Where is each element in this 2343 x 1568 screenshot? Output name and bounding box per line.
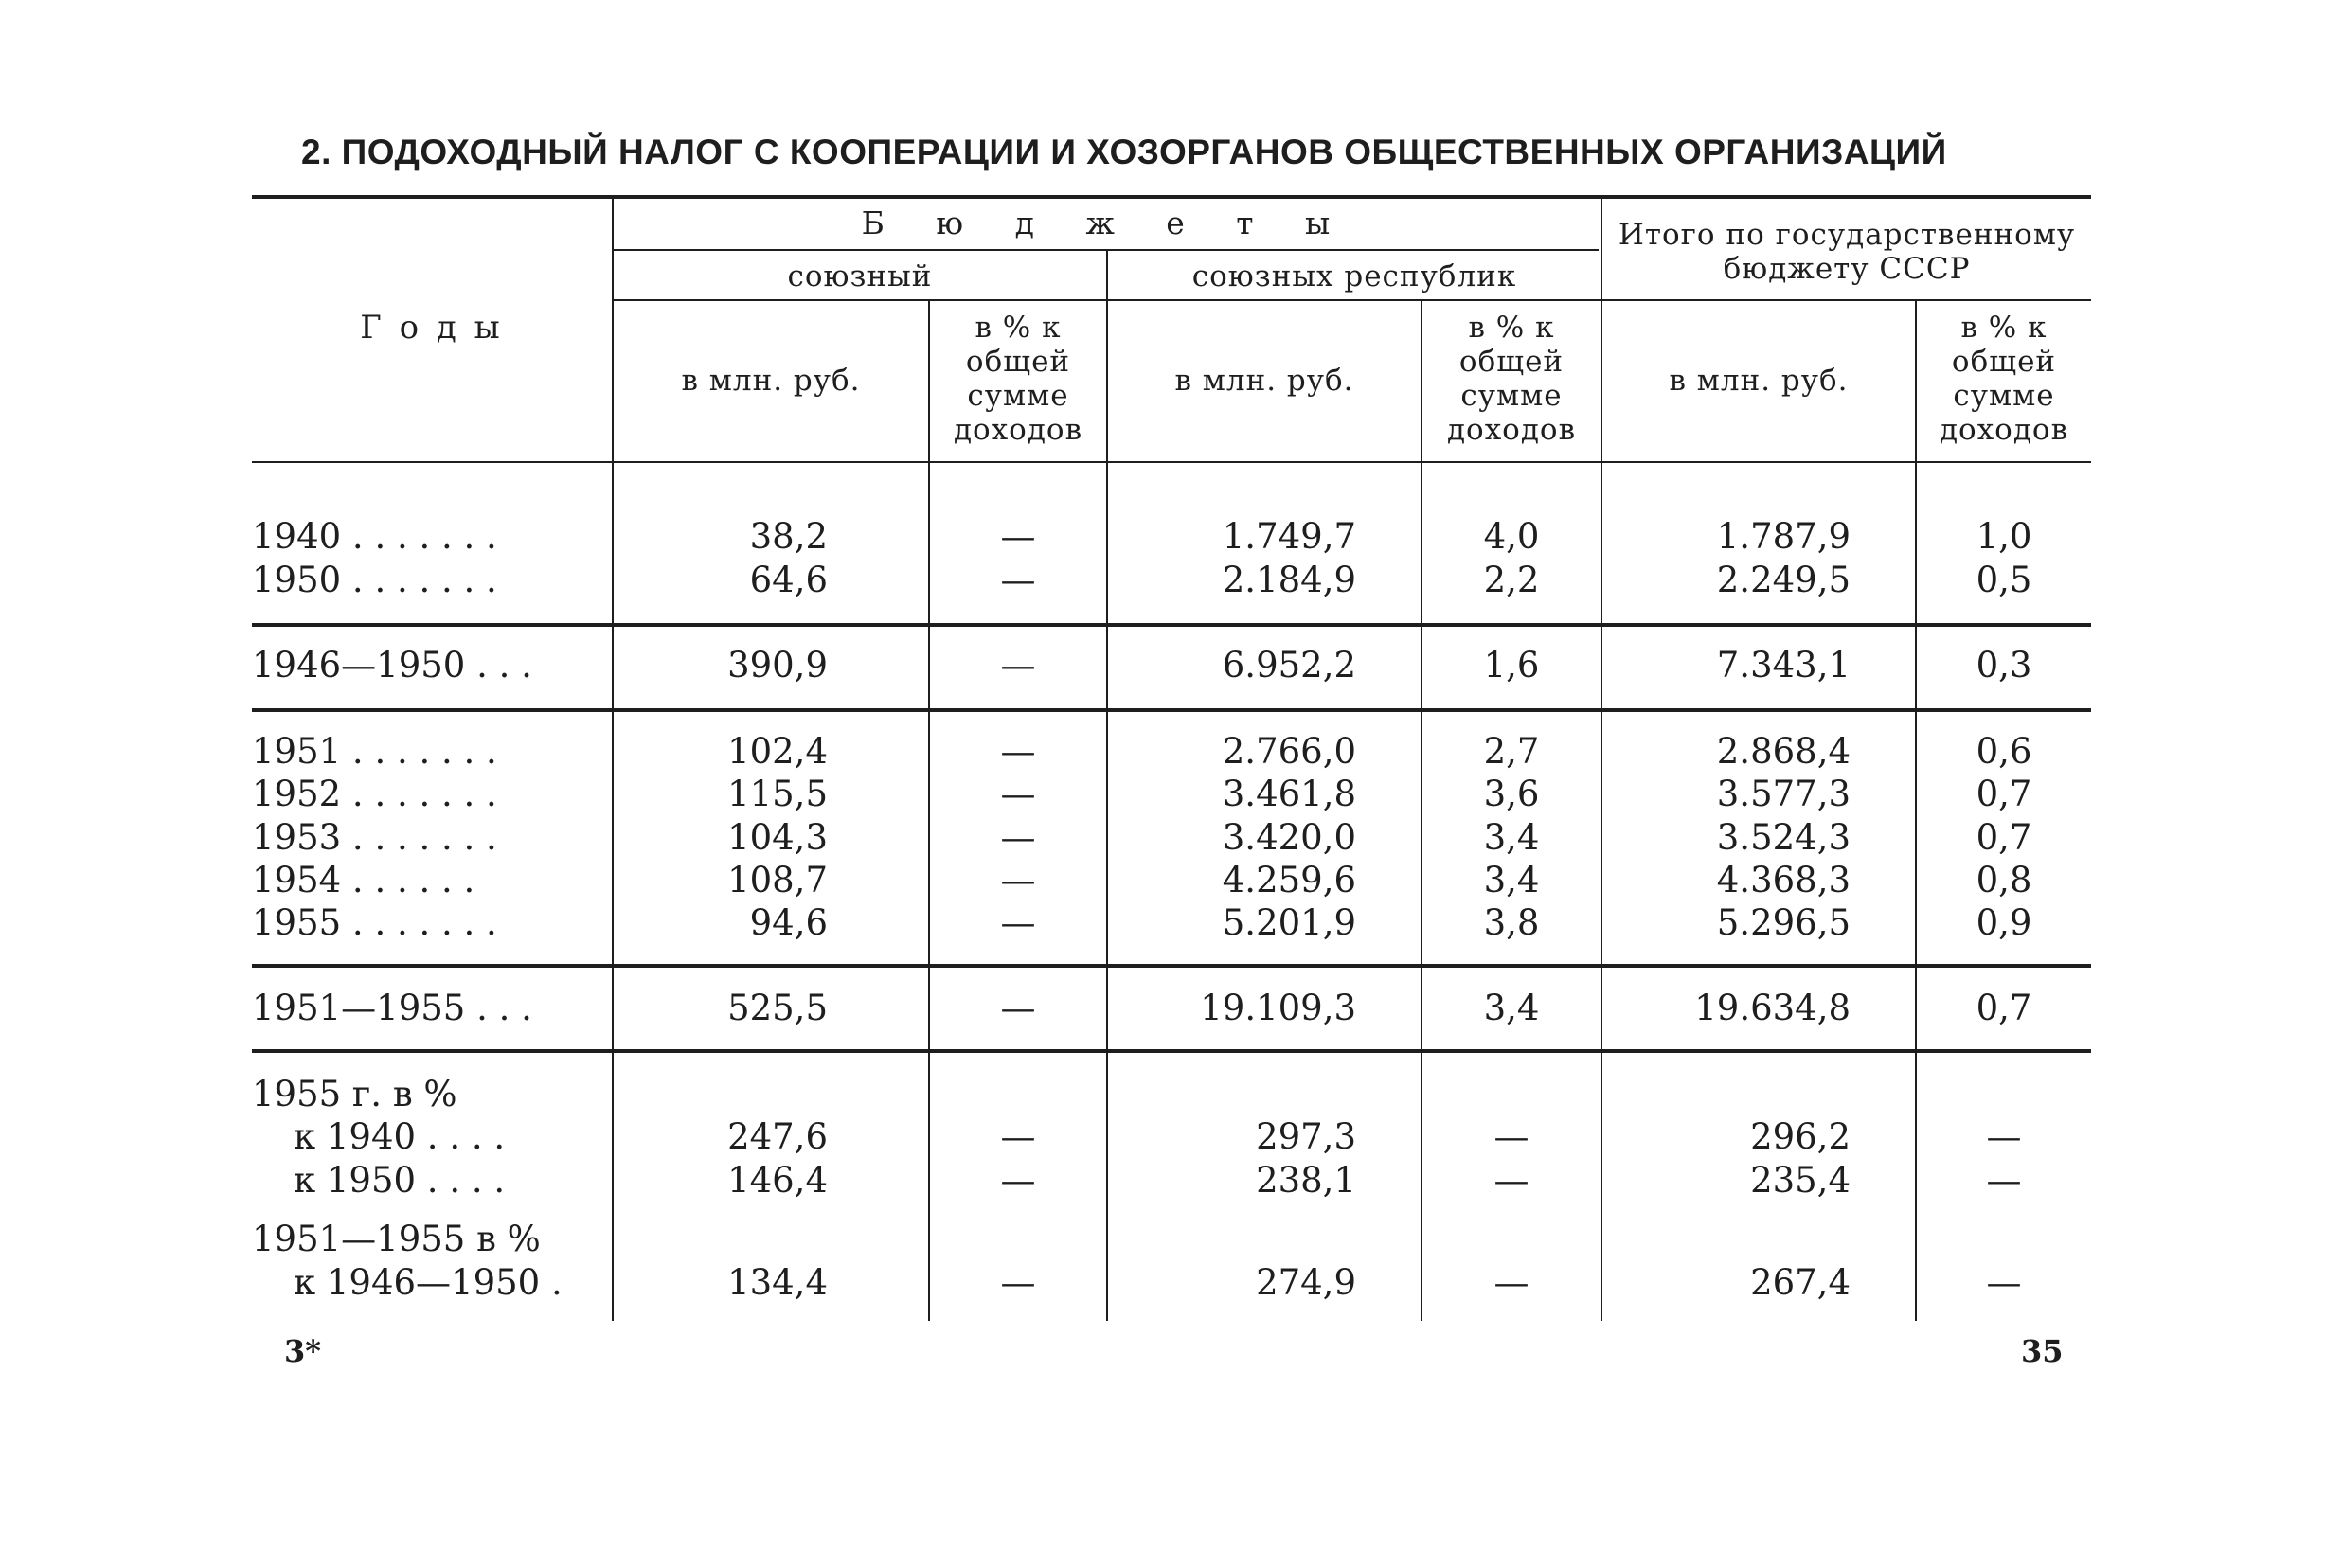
row-year: 1951 . . . . . . . [252, 731, 497, 772]
ratio-cell-t-pct: — [1986, 1262, 2022, 1303]
ratio-cell-r-mln: 274,9 [1256, 1262, 1356, 1303]
header-union-pct: в % к общей сумме доходов [953, 311, 1083, 447]
table-title: 2. ПОДОХОДНЫЙ НАЛОГ С КООПЕРАЦИИ И ХОЗОРГАНОВ ОБЩЕСТВЕННЫХ ОРГАНИЗАЦИЙ [301, 133, 1947, 171]
header-union: союзный [787, 259, 933, 294]
cell-r-pct: 3,6 [1483, 774, 1540, 814]
ratio-label-1951-1955: 1951—1955 в % [252, 1219, 541, 1259]
cell-u-pct: — [1000, 860, 1036, 900]
rule-group-3 [252, 964, 2091, 968]
ratio-row-year: к 1950 . . . . [294, 1160, 506, 1201]
cell-u-pct: — [1000, 988, 1036, 1028]
cell-t-pct: 0,3 [1976, 645, 2032, 686]
header-years: Г о д ы [360, 309, 504, 347]
cell-u-pct: — [1000, 645, 1036, 686]
cell-t-pct: 0,7 [1976, 774, 2032, 814]
cell-u-mln: 102,4 [727, 731, 828, 772]
ratio-cell-u-mln: 247,6 [727, 1116, 828, 1157]
cell-t-pct: 0,5 [1976, 560, 2032, 600]
cell-t-mln: 3.524,3 [1716, 817, 1851, 858]
header-republics: союзных республик [1191, 259, 1517, 294]
ratio-cell-r-pct: — [1493, 1262, 1529, 1303]
cell-t-mln: 4.368,3 [1716, 860, 1851, 900]
cell-r-pct: 3,4 [1483, 860, 1540, 900]
rule-top [252, 195, 2091, 199]
cell-t-mln: 1.787,9 [1716, 516, 1851, 557]
cell-r-mln: 1.749,7 [1222, 516, 1356, 557]
cell-u-mln: 525,5 [727, 988, 828, 1028]
row-year: 1946—1950 . . . [252, 645, 532, 686]
cell-r-mln: 2.766,0 [1222, 731, 1356, 772]
header-total-mln: в млн. руб. [1669, 364, 1849, 398]
ratio-cell-u-pct: — [1000, 1262, 1036, 1303]
cell-u-mln: 38,2 [749, 516, 828, 557]
row-year: 1953 . . . . . . . [252, 817, 497, 858]
cell-t-mln: 2.249,5 [1716, 560, 1851, 600]
ratio-row-year: к 1940 . . . . [294, 1116, 506, 1157]
cell-t-pct: 0,7 [1976, 817, 2032, 858]
ratio-cell-t-mln: 267,4 [1750, 1262, 1851, 1303]
cell-u-pct: — [1000, 516, 1036, 557]
cell-u-pct: — [1000, 731, 1036, 772]
ratio-cell-u-mln: 146,4 [727, 1160, 828, 1201]
row-year: 1950 . . . . . . . [252, 560, 497, 600]
rule-header-bottom [252, 461, 2091, 463]
cell-r-pct: 3,4 [1483, 988, 1540, 1028]
cell-r-pct: 2,7 [1483, 731, 1540, 772]
cell-t-mln: 2.868,4 [1716, 731, 1851, 772]
header-rep-pct: в % к общей сумме доходов [1446, 311, 1577, 447]
ratio-label-1955: 1955 г. в % [252, 1074, 457, 1114]
header-budgets: Б ю д ж е т ы [861, 205, 1351, 241]
cell-t-pct: 1,0 [1976, 516, 2032, 557]
cell-r-pct: 2,2 [1483, 560, 1540, 600]
cell-r-pct: 1,6 [1483, 645, 1540, 686]
ratio-cell-r-pct: — [1493, 1160, 1529, 1201]
signature-mark: 3* [284, 1333, 321, 1369]
cell-u-pct: — [1000, 817, 1036, 858]
cell-u-mln: 390,9 [727, 645, 828, 686]
cell-u-mln: 64,6 [749, 560, 828, 600]
header-rep-mln: в млн. руб. [1174, 364, 1354, 398]
ratio-cell-t-mln: 296,2 [1750, 1116, 1851, 1157]
cell-u-pct: — [1000, 774, 1036, 814]
row-year: 1951—1955 . . . [252, 988, 532, 1028]
header-total: Итого по государственному бюджету СССР [1618, 218, 2076, 286]
cell-t-mln: 5.296,5 [1716, 902, 1851, 943]
cell-r-pct: 4,0 [1483, 516, 1540, 557]
rule-group-4 [252, 1049, 2091, 1053]
ratio-cell-t-pct: — [1986, 1160, 2022, 1201]
rule-group-1 [252, 623, 2091, 627]
ratio-row-year: к 1946—1950 . [294, 1262, 563, 1303]
col-divider-union [1106, 251, 1108, 1321]
cell-r-pct: 3,8 [1483, 902, 1540, 943]
cell-t-pct: 0,6 [1976, 731, 2032, 772]
cell-u-mln: 115,5 [727, 774, 828, 814]
page-number: 35 [2021, 1333, 2064, 1369]
row-year: 1954 . . . . . . [252, 860, 475, 900]
cell-r-pct: 3,4 [1483, 817, 1540, 858]
ratio-cell-r-mln: 238,1 [1256, 1160, 1356, 1201]
cell-r-mln: 4.259,6 [1222, 860, 1356, 900]
cell-r-mln: 3.461,8 [1222, 774, 1356, 814]
rule-group-2 [252, 708, 2091, 712]
ratio-cell-u-mln: 134,4 [727, 1262, 828, 1303]
cell-r-mln: 19.109,3 [1200, 988, 1356, 1028]
cell-r-mln: 3.420,0 [1222, 817, 1356, 858]
cell-r-mln: 2.184,9 [1222, 560, 1356, 600]
ratio-cell-t-pct: — [1986, 1116, 2022, 1157]
rule-header-sub [614, 299, 2091, 301]
ratio-cell-r-pct: — [1493, 1116, 1529, 1157]
cell-u-pct: — [1000, 560, 1036, 600]
row-year: 1940 . . . . . . . [252, 516, 497, 557]
cell-t-pct: 0,9 [1976, 902, 2032, 943]
cell-t-mln: 3.577,3 [1716, 774, 1851, 814]
cell-u-mln: 94,6 [749, 902, 828, 943]
cell-t-pct: 0,7 [1976, 988, 2032, 1028]
ratio-cell-u-pct: — [1000, 1160, 1036, 1201]
row-year: 1952 . . . . . . . [252, 774, 497, 814]
cell-u-mln: 104,3 [727, 817, 828, 858]
cell-u-mln: 108,7 [727, 860, 828, 900]
cell-r-mln: 6.952,2 [1222, 645, 1356, 686]
cell-t-mln: 19.634,8 [1694, 988, 1851, 1028]
ratio-cell-r-mln: 297,3 [1256, 1116, 1356, 1157]
cell-t-pct: 0,8 [1976, 860, 2032, 900]
header-total-pct: в % к общей сумме доходов [1939, 311, 2069, 447]
header-union-mln: в млн. руб. [681, 364, 861, 398]
row-year: 1955 . . . . . . . [252, 902, 497, 943]
ratio-cell-u-pct: — [1000, 1116, 1036, 1157]
cell-u-pct: — [1000, 902, 1036, 943]
cell-t-mln: 7.343,1 [1716, 645, 1851, 686]
cell-r-mln: 5.201,9 [1222, 902, 1356, 943]
ratio-cell-t-mln: 235,4 [1750, 1160, 1851, 1201]
